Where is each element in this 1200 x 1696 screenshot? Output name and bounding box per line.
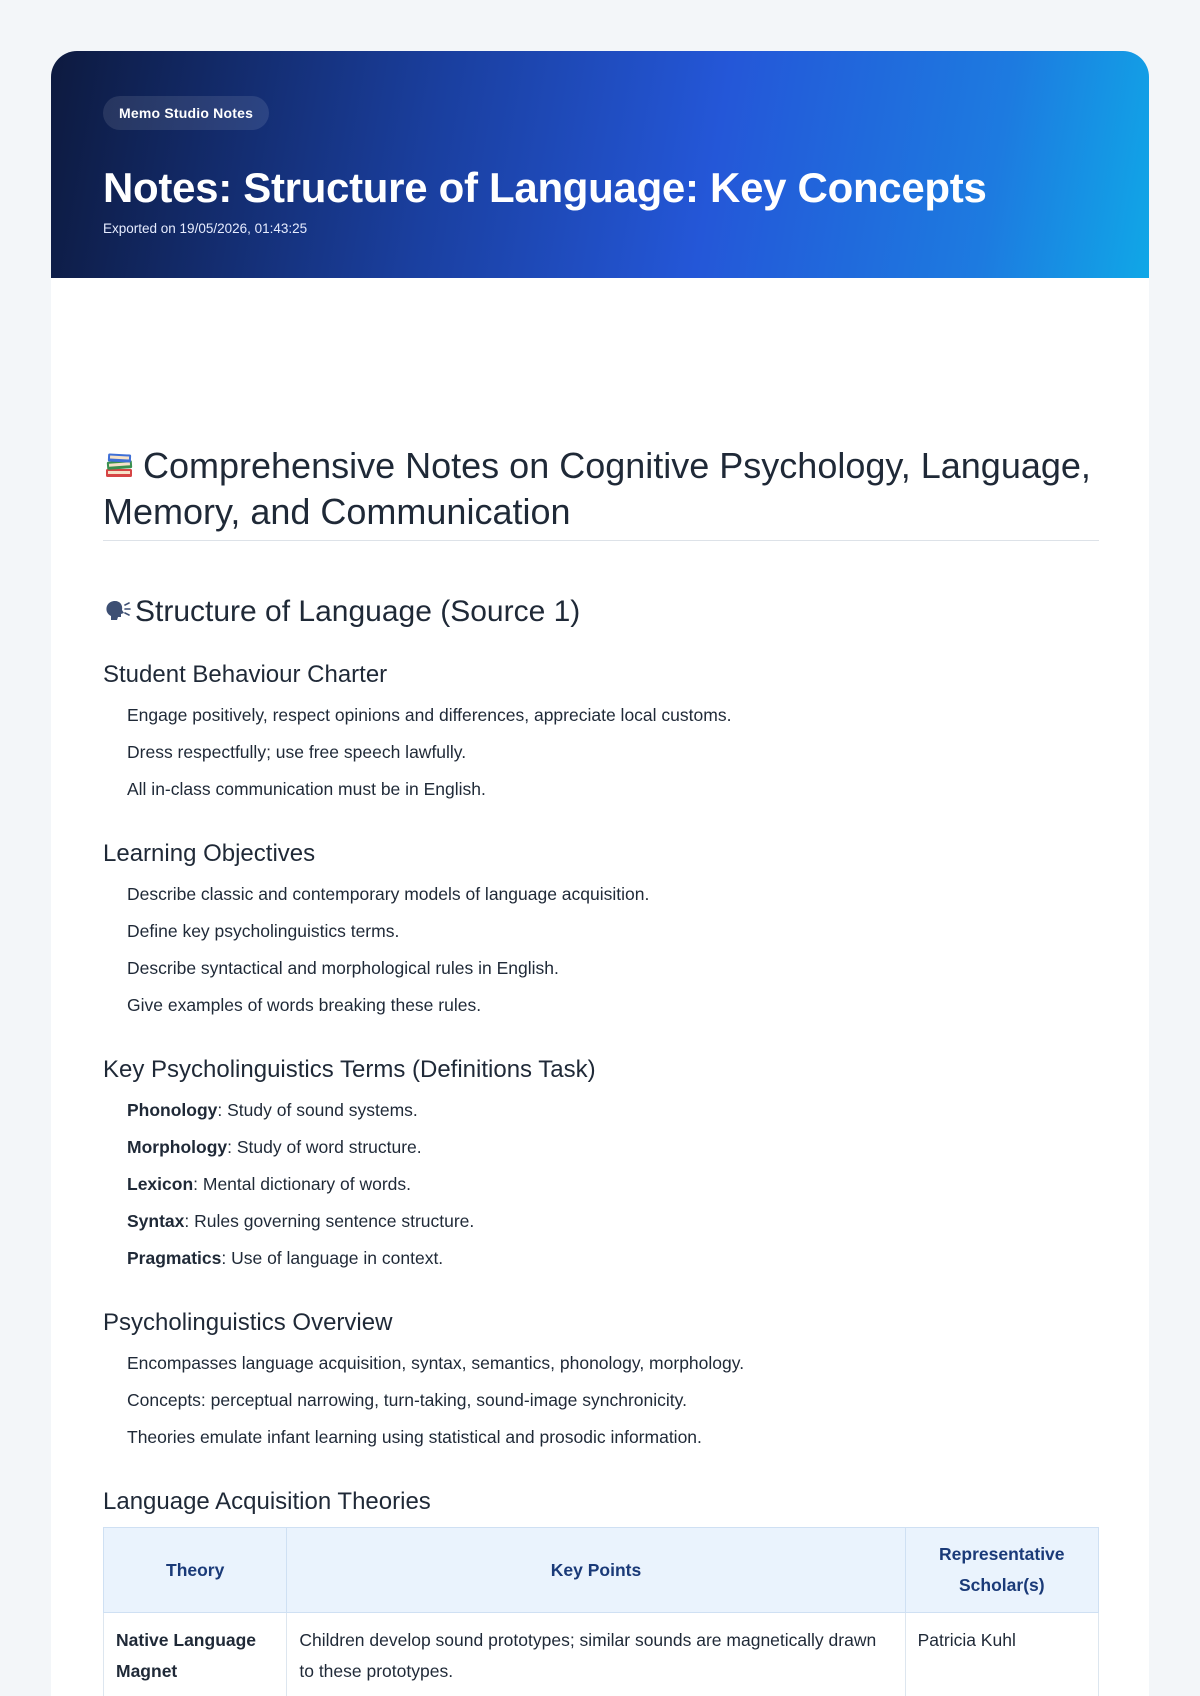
list-item: Encompasses language acquisition, syntax, semantics, phonology, morphology. bbox=[127, 1353, 745, 1373]
list-item: Dress respectfully; use free speech lawfully. bbox=[127, 742, 467, 762]
document-heading bbox=[103, 444, 1099, 534]
subsection-heading: Student Behaviour Charter bbox=[103, 661, 388, 688]
section-heading-text: Structure of Language (Source 1) bbox=[135, 595, 581, 628]
term-label: Pragmatics bbox=[127, 1248, 222, 1268]
list-item: Phonology: Study of sound systems. bbox=[127, 1100, 418, 1120]
subsection-heading: Language Acquisition Theories bbox=[103, 1488, 431, 1515]
app-badge: Memo Studio Notes bbox=[103, 96, 269, 130]
speaking-head-icon bbox=[103, 596, 131, 630]
list-item: Describe syntactical and morphological rules in English. bbox=[127, 958, 559, 978]
term-label: Phonology bbox=[127, 1100, 218, 1120]
list-item: All in-class communication must be in English. bbox=[127, 779, 486, 799]
list-item: Give examples of words breaking these rules. bbox=[127, 995, 482, 1015]
bullet-list bbox=[127, 1345, 1087, 1456]
bullet-list bbox=[127, 697, 1087, 808]
subsection-heading: Psycholinguistics Overview bbox=[103, 1309, 393, 1336]
table-cell: Children develop sound prototypes; similar sounds are magnetically drawn to these prototypes. bbox=[287, 1613, 905, 1696]
subsection-heading: Key Psycholinguistics Terms (Definitions Task) bbox=[103, 1056, 596, 1083]
table-cell: Native Language Magnet bbox=[104, 1613, 287, 1696]
term-label: Lexicon bbox=[127, 1174, 194, 1194]
list-item: Define key psycholinguistics terms. bbox=[127, 921, 400, 941]
list-item: Lexicon: Mental dictionary of words. bbox=[127, 1174, 412, 1194]
notes-page bbox=[51, 51, 1149, 1696]
bullet-list bbox=[127, 1092, 1087, 1277]
export-timestamp: Exported on 19/05/2026, 01:43:25 bbox=[103, 221, 308, 236]
heading-divider bbox=[103, 540, 1099, 541]
list-item: Theories emulate infant learning using statistical and prosodic information. bbox=[127, 1427, 702, 1447]
list-item: Pragmatics: Use of language in context. bbox=[127, 1248, 444, 1268]
column-header: Key Points bbox=[287, 1528, 905, 1613]
list-item: Describe classic and contemporary models of language acquisition. bbox=[127, 884, 650, 904]
table-row bbox=[104, 1613, 1099, 1696]
list-item: Engage positively, respect opinions and differences, appreciate local customs. bbox=[127, 705, 732, 725]
header-banner bbox=[51, 51, 1149, 278]
books-icon bbox=[103, 446, 135, 490]
list-item: Morphology: Study of word structure. bbox=[127, 1137, 422, 1157]
column-header: Theory bbox=[104, 1528, 287, 1613]
term-label: Syntax bbox=[127, 1211, 185, 1231]
table-cell: Patricia Kuhl bbox=[905, 1613, 1098, 1696]
page-title: Notes: Structure of Language: Key Concepts bbox=[103, 164, 987, 211]
column-header: Representative Scholar(s) bbox=[905, 1528, 1098, 1613]
term-label: Morphology bbox=[127, 1137, 228, 1157]
list-item: Concepts: perceptual narrowing, turn-taking, sound-image synchronicity. bbox=[127, 1390, 687, 1410]
list-item: Syntax: Rules governing sentence structure. bbox=[127, 1211, 475, 1231]
section-heading bbox=[103, 595, 580, 630]
theories-table bbox=[103, 1527, 1099, 1696]
document-heading-text: Comprehensive Notes on Cognitive Psychology, Language, Memory, and Communication bbox=[103, 445, 1091, 533]
bullet-list bbox=[127, 876, 1087, 1024]
subsection-heading: Learning Objectives bbox=[103, 840, 316, 867]
table-header-row bbox=[104, 1528, 1099, 1613]
